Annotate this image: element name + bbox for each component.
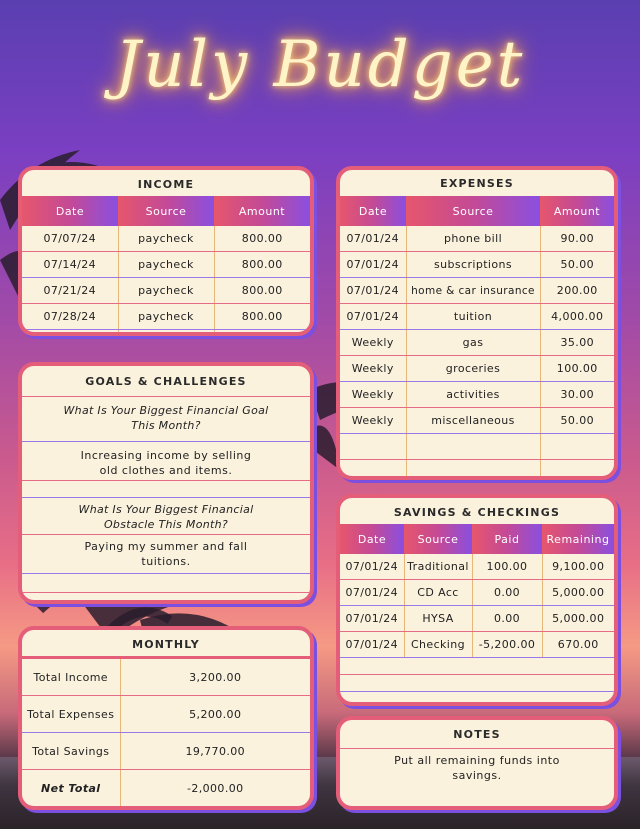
income-amount: 800.00 — [214, 252, 310, 278]
expense-amount: 90.00 — [540, 226, 614, 252]
table-row — [340, 632, 614, 658]
notes-card — [336, 716, 618, 810]
expense-date: Weekly — [340, 382, 406, 408]
income-card — [18, 166, 314, 336]
expense-amount: 4,000.00 — [540, 304, 614, 330]
expense-source: home & car insurance — [406, 278, 540, 304]
savings-heading: SAVINGS & CHECKINGS — [393, 506, 561, 519]
savings-table — [340, 524, 614, 658]
expense-date: 07/01/24 — [340, 278, 406, 304]
savings-card — [336, 494, 618, 706]
notes-text: Put all remaining funds into savings. — [394, 754, 560, 782]
table-row — [22, 659, 310, 696]
expense-source: activities — [406, 382, 540, 408]
expense-date: 07/01/24 — [340, 252, 406, 278]
expenses-col-source: Source — [406, 196, 540, 226]
table-row — [340, 606, 614, 632]
expenses-card — [336, 166, 618, 480]
monthly-label: Total Savings — [22, 733, 120, 770]
expenses-heading: EXPENSES — [440, 177, 514, 190]
table-row — [340, 554, 614, 580]
income-table — [22, 196, 310, 336]
monthly-table — [22, 659, 310, 807]
income-date: 07/07/24 — [22, 226, 118, 252]
expense-source: subscriptions — [406, 252, 540, 278]
expense-source: gas — [406, 330, 540, 356]
table-row — [340, 330, 614, 356]
table-row — [22, 226, 310, 252]
table-row — [22, 252, 310, 278]
table-row — [340, 580, 614, 606]
savings-col-source: Source — [404, 524, 472, 554]
page-title: July Budget — [114, 28, 526, 102]
monthly-heading: MONTHLY — [22, 630, 310, 659]
income-col-amount: Amount — [214, 196, 310, 226]
table-row — [340, 252, 614, 278]
expense-amount: 200.00 — [540, 278, 614, 304]
table-row — [340, 304, 614, 330]
expenses-header-row — [340, 196, 614, 226]
expense-date: 07/01/24 — [340, 226, 406, 252]
table-row — [340, 434, 614, 460]
expense-date: Weekly — [340, 356, 406, 382]
savings-source: Checking — [404, 632, 472, 658]
savings-remaining: 9,100.00 — [542, 554, 614, 580]
income-amount: 800.00 — [214, 278, 310, 304]
expense-source: phone bill — [406, 226, 540, 252]
savings-paid: 100.00 — [472, 554, 542, 580]
table-row — [22, 330, 310, 337]
savings-col-date: Date — [340, 524, 404, 554]
income-col-date: Date — [22, 196, 118, 226]
goals-card — [18, 362, 314, 604]
savings-source: HYSA — [404, 606, 472, 632]
expense-amount: 50.00 — [540, 252, 614, 278]
goal-question: What Is Your Biggest Financial Goal This Month? — [22, 397, 310, 442]
table-row — [22, 278, 310, 304]
expense-date: 07/01/24 — [340, 304, 406, 330]
table-row — [340, 356, 614, 382]
expense-amount: 30.00 — [540, 382, 614, 408]
savings-date: 07/01/24 — [340, 632, 404, 658]
savings-paid: -5,200.00 — [472, 632, 542, 658]
goals-heading: GOALS & CHALLENGES — [22, 366, 310, 397]
income-source: paycheck — [118, 226, 214, 252]
expense-date: Weekly — [340, 330, 406, 356]
expenses-table — [340, 196, 614, 480]
expense-source: miscellaneous — [406, 408, 540, 434]
monthly-value: 19,770.00 — [120, 733, 310, 770]
expense-amount: 50.00 — [540, 408, 614, 434]
monthly-label: Total Income — [22, 659, 120, 696]
income-heading: INCOME — [137, 178, 195, 191]
expense-source: tuition — [406, 304, 540, 330]
monthly-value: 5,200.00 — [120, 696, 310, 733]
savings-col-remaining: Remaining — [542, 524, 614, 554]
obstacle-answer: Paying my summer and fall tuitions. — [22, 535, 310, 574]
income-source: paycheck — [118, 252, 214, 278]
table-row — [22, 696, 310, 733]
table-row — [22, 304, 310, 330]
income-date: 07/14/24 — [22, 252, 118, 278]
savings-date: 07/01/24 — [340, 554, 404, 580]
monthly-value: 3,200.00 — [120, 659, 310, 696]
income-amount: 800.00 — [214, 304, 310, 330]
savings-header-row — [340, 524, 614, 554]
table-row — [22, 770, 310, 807]
goal-answer: Increasing income by selling old clothes and items. — [22, 442, 310, 481]
savings-date: 07/01/24 — [340, 606, 404, 632]
monthly-card — [18, 626, 314, 810]
savings-source: Traditional — [404, 554, 472, 580]
table-row — [340, 226, 614, 252]
savings-remaining: 5,000.00 — [542, 580, 614, 606]
expense-source: groceries — [406, 356, 540, 382]
savings-remaining: 670.00 — [542, 632, 614, 658]
obstacle-question: What Is Your Biggest Financial Obstacle This Month? — [22, 498, 310, 535]
savings-remaining: 5,000.00 — [542, 606, 614, 632]
income-date: 07/21/24 — [22, 278, 118, 304]
savings-date: 07/01/24 — [340, 580, 404, 606]
income-source: paycheck — [118, 304, 214, 330]
expense-date: Weekly — [340, 408, 406, 434]
monthly-label: Net Total — [22, 770, 120, 807]
expenses-col-date: Date — [340, 196, 406, 226]
expenses-col-amount: Amount — [540, 196, 614, 226]
notes-heading: NOTES — [340, 720, 614, 749]
savings-paid: 0.00 — [472, 580, 542, 606]
savings-col-paid: Paid — [472, 524, 542, 554]
monthly-value: -2,000.00 — [120, 770, 310, 807]
savings-source: CD Acc — [404, 580, 472, 606]
table-row — [22, 733, 310, 770]
income-col-source: Source — [118, 196, 214, 226]
expense-amount: 35.00 — [540, 330, 614, 356]
savings-paid: 0.00 — [472, 606, 542, 632]
income-header-row — [22, 196, 310, 226]
table-row — [340, 408, 614, 434]
table-row — [340, 460, 614, 481]
income-date: 07/28/24 — [22, 304, 118, 330]
income-amount: 800.00 — [214, 226, 310, 252]
monthly-label: Total Expenses — [22, 696, 120, 733]
table-row — [340, 278, 614, 304]
table-row — [340, 382, 614, 408]
income-source: paycheck — [118, 278, 214, 304]
expense-amount: 100.00 — [540, 356, 614, 382]
